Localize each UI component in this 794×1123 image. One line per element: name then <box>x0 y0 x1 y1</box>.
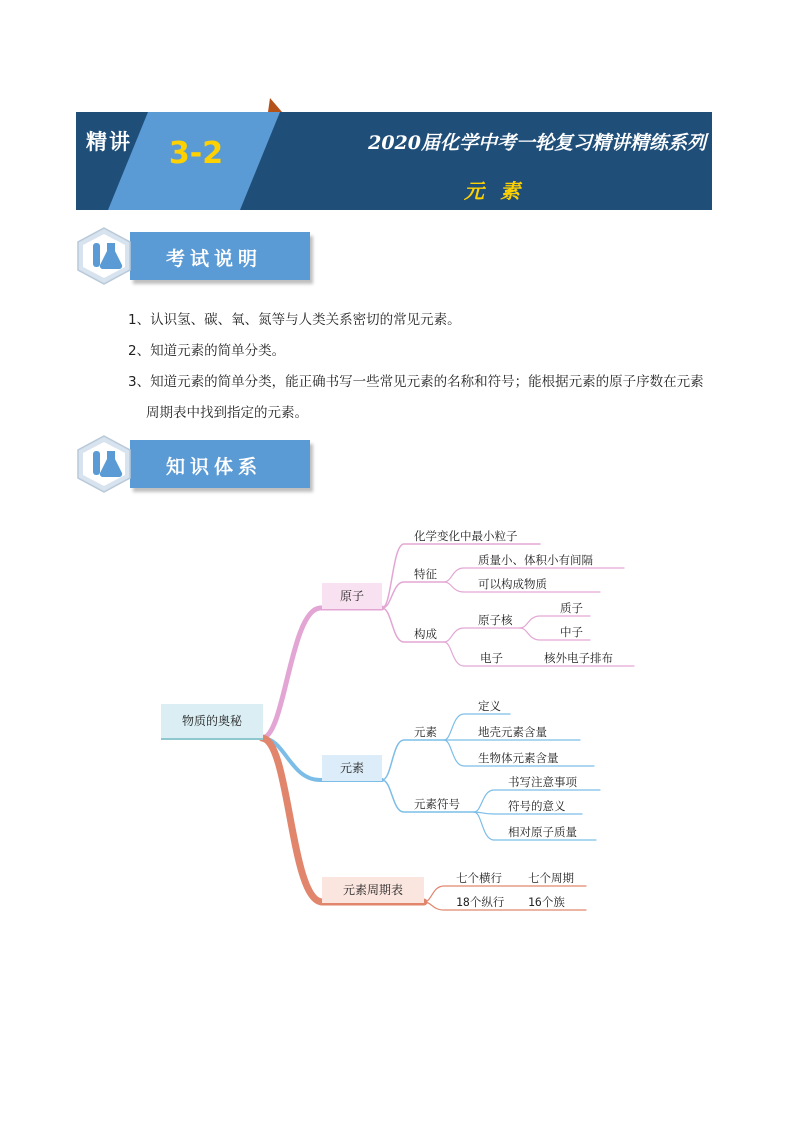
exam-note-2: 2、知道元素的简单分类。 <box>128 343 286 359</box>
mindmap-leaf: 核外电子排布 <box>544 651 613 665</box>
mindmap-leaf: 定义 <box>478 699 501 713</box>
mindmap-leaf: 质量小、体积小有间隔 <box>478 553 593 567</box>
mindmap-node-structure: 构成 <box>414 627 437 641</box>
series-title: 2020届化学中考一轮复习精讲精练系列 <box>368 132 706 154</box>
mindmap-leaf: 中子 <box>560 625 583 639</box>
mindmap-leaf: 相对原子质量 <box>508 825 577 839</box>
exam-note-3: 3、知道元素的简单分类，能正确书写一些常见元素的名称和符号；能根据元素的原子序数在元素 <box>128 374 704 390</box>
banner-left-label: 精讲 <box>86 129 132 154</box>
mindmap-node-feature: 特征 <box>414 567 437 581</box>
topic-title: 元素 <box>464 179 536 203</box>
mindmap-root: 物质的奥秘 <box>161 704 263 740</box>
mindmap-leaf: 质子 <box>560 601 583 615</box>
mindmap-node-periodic-table: 元素周期表 <box>322 877 424 903</box>
mindmap-leaf: 16个族 <box>528 895 565 909</box>
mindmap-node-symbol: 元素符号 <box>414 797 460 811</box>
mindmap-leaf: 可以构成物质 <box>478 577 547 591</box>
mindmap-node-electron: 电子 <box>480 651 503 665</box>
section-title: 知识体系 <box>166 456 263 478</box>
mindmap-leaf: 化学变化中最小粒子 <box>414 529 518 543</box>
mindmap-node-nucleus: 原子核 <box>478 613 513 627</box>
mindmap-leaf: 地壳元素含量 <box>478 725 547 739</box>
section-title: 考试说明 <box>166 248 263 270</box>
mindmap-node-atom: 原子 <box>322 583 382 609</box>
mindmap-leaf: 生物体元素含量 <box>478 751 559 765</box>
mindmap-node-element-sub: 元素 <box>414 725 437 739</box>
mindmap-leaf: 18个纵行 <box>456 895 505 909</box>
mindmap-node-element: 元素 <box>322 755 382 781</box>
exam-note-3-cont: 周期表中找到指定的元素。 <box>146 405 308 421</box>
mindmap-leaf: 符号的意义 <box>508 799 566 813</box>
mindmap-leaf: 七个横行 <box>456 871 502 885</box>
exam-note-1: 1、认识氢、碳、氧、氮等与人类关系密切的常见元素。 <box>128 312 461 328</box>
mindmap-leaf: 七个周期 <box>528 871 574 885</box>
lesson-number: 3-2 <box>168 136 224 171</box>
mindmap-leaf: 书写注意事项 <box>508 775 577 789</box>
